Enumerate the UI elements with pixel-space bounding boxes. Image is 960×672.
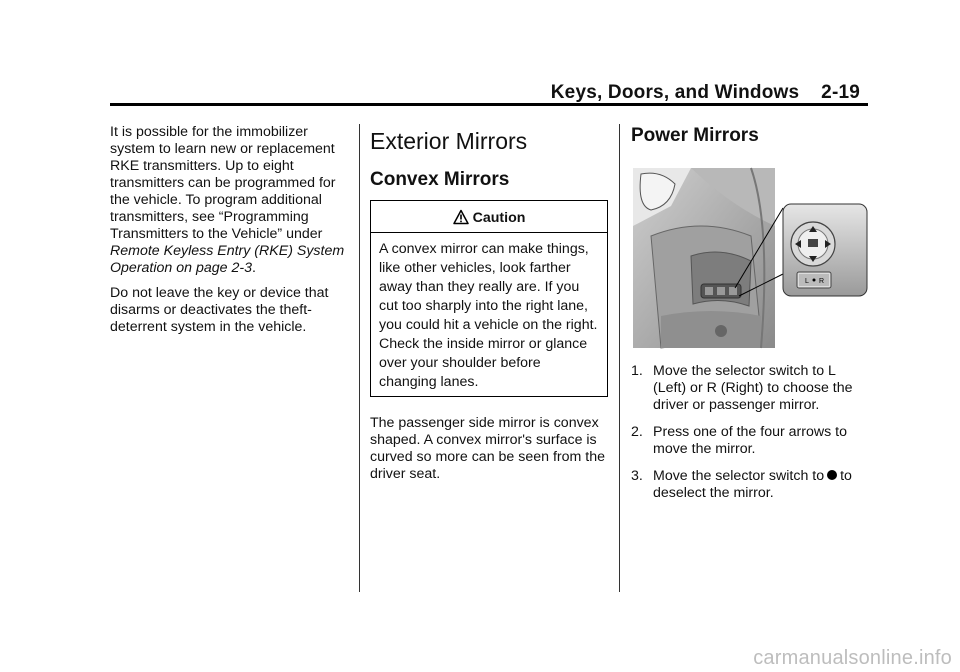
caution-header — [371, 201, 607, 233]
page-header-title — [551, 82, 860, 104]
immobilizer-paragraph — [110, 124, 348, 277]
immobilizer-text: It is possible for the immobilizer system to learn new or replacement RKE transmitters. Up to eight transmitters can be programmed for the vehicle. To program additional transmitters, see “Programming Transmitters to the Vehicle” under — [110, 124, 336, 242]
column-right — [631, 124, 869, 512]
column-divider — [359, 124, 360, 592]
power-mirrors-heading: Power Mirrors — [631, 125, 759, 146]
left-label: L — [805, 278, 809, 285]
key-warning-paragraph: Do not leave the key or device that disarms or deactivates the theft-deterrent system in the vehicle. — [110, 285, 329, 335]
column-middle — [370, 124, 608, 491]
watermark: carmanualsonline.info — [753, 647, 952, 669]
door-panel-drawing — [631, 166, 869, 351]
page-number: 2-19 — [821, 82, 860, 103]
caution-box — [370, 200, 608, 397]
warning-triangle-icon — [453, 209, 469, 225]
sentence-end: . — [251, 260, 256, 276]
caution-title: Caution — [472, 210, 526, 226]
section-title: Keys, Doors, and Windows — [550, 82, 800, 103]
list-item — [631, 363, 869, 414]
off-position-dot-icon — [827, 470, 837, 480]
list-item — [631, 468, 869, 502]
right-label: R — [819, 278, 825, 285]
step-number: 2. — [631, 424, 643, 440]
power-mirror-steps — [631, 363, 869, 502]
column-divider — [619, 124, 620, 592]
passenger-mirror-paragraph: The passenger side mirror is convex shaped. A convex mirror's surface is curved so more can be seen from the driver seat. — [370, 415, 606, 482]
convex-mirrors-heading: Convex Mirrors — [370, 169, 510, 190]
list-item — [631, 424, 869, 458]
step-text: Move the selector switch to L (Left) or R (Right) to choose the driver or passenger mirror. — [653, 363, 853, 413]
exterior-mirrors-heading: Exterior Mirrors — [370, 128, 528, 154]
rke-reference-link[interactable]: Remote Keyless Entry (RKE) System Operation on page 2-3 — [110, 243, 345, 276]
header-rule — [110, 103, 868, 106]
step-number: 3. — [631, 468, 643, 484]
step-number: 1. — [631, 363, 643, 379]
step-text: Move the selector switch to — [653, 468, 825, 484]
column-left — [110, 124, 348, 344]
caution-text: A convex mirror can make things, like other vehicles, look farther away than they really are. If you cut too sharply into the right lane, you could hit a vehicle on the right. Check the inside mirror or glance over your shoulder before changing lanes. — [379, 241, 598, 390]
step-text: Press one of the four arrows to move the mirror. — [653, 424, 847, 457]
caution-body — [371, 233, 607, 396]
step-text-end: to deselect the mirror. — [653, 468, 852, 501]
mirror-control-illustration — [631, 166, 869, 351]
